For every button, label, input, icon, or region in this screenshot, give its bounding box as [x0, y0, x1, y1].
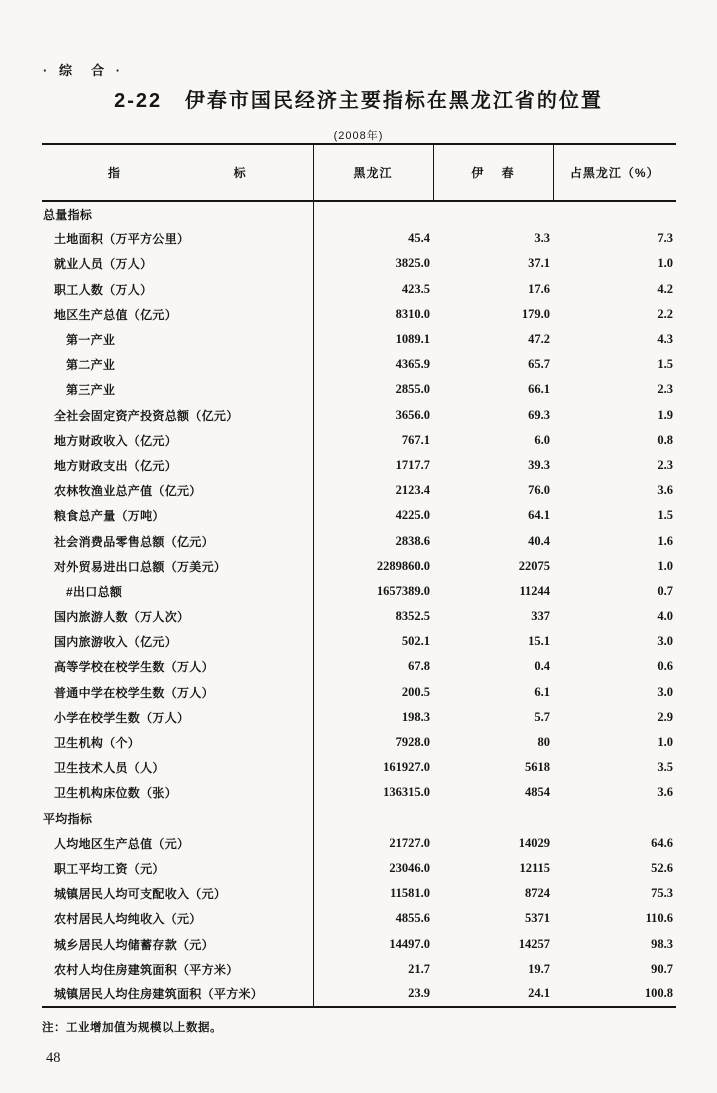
- table-row: [42, 302, 676, 327]
- table-row: [42, 906, 676, 931]
- row-label: 总量指标: [42, 201, 313, 226]
- cell-heilongjiang-value: 502.1: [401, 634, 430, 649]
- stats-table: [42, 143, 676, 1008]
- row-label: 高等学校在校学生数（万人）: [42, 654, 313, 679]
- row-label: 小学在校学生数（万人）: [42, 705, 313, 730]
- cell-heilongjiang-value: 3825.0: [395, 256, 430, 271]
- cell-heilongjiang-value: 1657389.0: [376, 583, 430, 598]
- cell-heilongjiang-value: [313, 201, 433, 226]
- cell-heilongjiang-value: 4225.0: [395, 508, 430, 523]
- cell-share-value: 2.3: [657, 382, 673, 397]
- cell-yichun-value: 14257: [518, 936, 550, 951]
- row-label: 职工平均工资（元）: [42, 856, 313, 881]
- table-row: [42, 780, 676, 805]
- cell-yichun-value: 37.1: [528, 256, 550, 271]
- row-label: 社会消费品零售总额（亿元）: [42, 528, 313, 553]
- row-label: #出口总额: [42, 579, 313, 604]
- table-row: [42, 629, 676, 654]
- table-row: [42, 680, 676, 705]
- cell-heilongjiang-value: 23.9: [408, 986, 430, 1001]
- header-yichun: 伊 春: [433, 144, 553, 201]
- row-label: 全社会固定资产投资总额（亿元）: [42, 403, 313, 428]
- cell-heilongjiang-value: 1089.1: [395, 332, 430, 347]
- table-row: [42, 881, 676, 906]
- table-row: [42, 654, 676, 679]
- cell-heilongjiang-value: 21727.0: [389, 835, 430, 850]
- cell-share-value: 7.3: [657, 231, 673, 246]
- row-label: 卫生机构床位数（张）: [42, 780, 313, 805]
- table-row: [42, 277, 676, 302]
- cell-yichun-value: 80: [537, 735, 550, 750]
- cell-yichun-value: 65.7: [528, 357, 550, 372]
- category-label: · 综 合 ·: [43, 63, 125, 78]
- cell-share-value: 1.5: [657, 508, 673, 523]
- row-label: 卫生技术人员（人）: [42, 755, 313, 780]
- cell-yichun-value: [433, 806, 553, 831]
- cell-share-value: 3.0: [657, 684, 673, 699]
- cell-share-value: 4.0: [657, 609, 673, 624]
- table-row: [42, 226, 676, 251]
- cell-share-value: 0.7: [657, 583, 673, 598]
- table-row: [42, 730, 676, 755]
- cell-share-value: 4.3: [657, 332, 673, 347]
- cell-share-value: 1.6: [657, 533, 673, 548]
- cell-heilongjiang-value: 21.7: [408, 961, 430, 976]
- row-label: 城镇居民人均住房建筑面积（平方米）: [42, 982, 313, 1007]
- cell-yichun-value: 179.0: [521, 306, 550, 321]
- table-row: [42, 705, 676, 730]
- row-label: 普通中学在校学生数（万人）: [42, 680, 313, 705]
- cell-yichun-value: 39.3: [528, 457, 550, 472]
- cell-share-value: 3.0: [657, 634, 673, 649]
- cell-yichun-value: 17.6: [528, 281, 550, 296]
- cell-share-value: [553, 806, 676, 831]
- cell-yichun-value: 8724: [525, 886, 550, 901]
- cell-heilongjiang-value: 2123.4: [395, 483, 430, 498]
- cell-share-value: 52.6: [651, 860, 673, 875]
- row-label: 就业人员（万人）: [42, 251, 313, 276]
- cell-yichun-value: 337: [531, 609, 550, 624]
- cell-yichun-value: 47.2: [528, 332, 550, 347]
- header-indicator: 指 标: [42, 144, 313, 201]
- cell-yichun-value: 6.1: [534, 684, 550, 699]
- table-row: [42, 453, 676, 478]
- table-row: [42, 377, 676, 402]
- table-row: [42, 327, 676, 352]
- header-heilongjiang: 黑龙江: [313, 144, 433, 201]
- cell-heilongjiang-value: 1717.7: [395, 457, 430, 472]
- table-row: [42, 503, 676, 528]
- cell-heilongjiang-value: 136315.0: [383, 785, 430, 800]
- cell-share-value: 3.5: [657, 760, 673, 775]
- cell-yichun-value: 0.4: [534, 659, 550, 674]
- cell-share-value: 1.9: [657, 407, 673, 422]
- row-label: 地区生产总值（亿元）: [42, 302, 313, 327]
- cell-share-value: 0.6: [657, 659, 673, 674]
- cell-heilongjiang-value: 8310.0: [395, 306, 430, 321]
- table-body: [42, 201, 676, 1007]
- row-label: 农林牧渔业总产值（亿元）: [42, 478, 313, 503]
- row-label: 卫生机构（个）: [42, 730, 313, 755]
- row-label: 国内旅游人数（万人次）: [42, 604, 313, 629]
- row-label: 城镇居民人均可支配收入（元）: [42, 881, 313, 906]
- cell-heilongjiang-value: 45.4: [408, 231, 430, 246]
- table-row: [42, 982, 676, 1007]
- cell-share-value: 0.8: [657, 432, 673, 447]
- cell-share-value: 1.0: [657, 558, 673, 573]
- cell-heilongjiang-value: 3656.0: [395, 407, 430, 422]
- footnote: 注：工业增加值为规模以上数据。: [42, 1022, 222, 1034]
- table-row: [42, 352, 676, 377]
- cell-heilongjiang-value: 200.5: [401, 684, 430, 699]
- table-row: [42, 403, 676, 428]
- cell-share-value: 1.5: [657, 357, 673, 372]
- cell-yichun-value: 5.7: [534, 709, 550, 724]
- row-label: 第一产业: [42, 327, 313, 352]
- row-label: 国内旅游收入（亿元）: [42, 629, 313, 654]
- cell-yichun-value: 12115: [519, 860, 550, 875]
- row-label: 第三产业: [42, 377, 313, 402]
- row-label: 地方财政收入（亿元）: [42, 428, 313, 453]
- header-share-of-heilongjiang: 占黑龙江（%）: [553, 144, 676, 201]
- row-label: 人均地区生产总值（元）: [42, 831, 313, 856]
- cell-yichun-value: 15.1: [528, 634, 550, 649]
- row-label: 职工人数（万人）: [42, 277, 313, 302]
- cell-heilongjiang-value: 2855.0: [395, 382, 430, 397]
- cell-share-value: 64.6: [651, 835, 673, 850]
- cell-share-value: 3.6: [657, 483, 673, 498]
- row-label: 对外贸易进出口总额（万美元）: [42, 554, 313, 579]
- cell-yichun-value: 76.0: [528, 483, 550, 498]
- row-label: 第二产业: [42, 352, 313, 377]
- cell-yichun-value: 24.1: [528, 986, 550, 1001]
- table-row: [42, 554, 676, 579]
- row-label: 粮食总产量（万吨）: [42, 503, 313, 528]
- cell-heilongjiang-value: 14497.0: [389, 936, 430, 951]
- cell-share-value: 100.8: [644, 986, 673, 1001]
- row-label: 土地面积（万平方公里）: [42, 226, 313, 251]
- cell-heilongjiang-value: 161927.0: [383, 760, 430, 775]
- page-title: 2-22 伊春市国民经济主要指标在黑龙江省的位置: [114, 90, 603, 112]
- cell-share-value: 2.2: [657, 306, 673, 321]
- cell-yichun-value: 5371: [525, 911, 550, 926]
- cell-heilongjiang-value: 4365.9: [395, 357, 430, 372]
- cell-yichun-value: 66.1: [528, 382, 550, 397]
- cell-heilongjiang-value: 23046.0: [389, 860, 430, 875]
- cell-heilongjiang-value: 8352.5: [395, 609, 430, 624]
- row-label: 平均指标: [42, 806, 313, 831]
- cell-heilongjiang-value: [313, 806, 433, 831]
- table-row: [42, 931, 676, 956]
- table-row: [42, 604, 676, 629]
- cell-yichun-value: 40.4: [528, 533, 550, 548]
- table-year-subtitle: (2008年): [333, 130, 384, 142]
- cell-yichun-value: [433, 201, 553, 226]
- table-row: [42, 528, 676, 553]
- cell-share-value: 3.6: [657, 785, 673, 800]
- cell-heilongjiang-value: 7928.0: [395, 735, 430, 750]
- table-row: [42, 831, 676, 856]
- cell-share-value: 110.6: [645, 911, 673, 926]
- row-label: 农村人均住房建筑面积（平方米）: [42, 957, 313, 982]
- cell-share-value: 1.0: [657, 735, 673, 750]
- table-row: [42, 957, 676, 982]
- cell-yichun-value: 6.0: [534, 432, 550, 447]
- page-number: 48: [46, 1050, 61, 1066]
- table-row: [42, 755, 676, 780]
- cell-heilongjiang-value: 11581.0: [390, 886, 430, 901]
- cell-yichun-value: 14029: [518, 835, 550, 850]
- row-label: 地方财政支出（亿元）: [42, 453, 313, 478]
- cell-share-value: 98.3: [651, 936, 673, 951]
- table-row: [42, 201, 676, 226]
- cell-heilongjiang-value: 2289860.0: [376, 558, 430, 573]
- cell-heilongjiang-value: 198.3: [401, 709, 430, 724]
- row-label: 城乡居民人均储蓄存款（元）: [42, 931, 313, 956]
- table-row: [42, 579, 676, 604]
- cell-share-value: 2.3: [657, 457, 673, 472]
- table-row: [42, 478, 676, 503]
- cell-yichun-value: 4854: [525, 785, 550, 800]
- cell-yichun-value: 64.1: [528, 508, 550, 523]
- cell-share-value: 2.9: [657, 709, 673, 724]
- cell-share-value: [553, 201, 676, 226]
- cell-share-value: 4.2: [657, 281, 673, 296]
- table-row: [42, 856, 676, 881]
- table-row: [42, 251, 676, 276]
- cell-heilongjiang-value: 67.8: [408, 659, 430, 674]
- cell-yichun-value: 11244: [519, 583, 550, 598]
- cell-yichun-value: 3.3: [534, 231, 550, 246]
- cell-heilongjiang-value: 767.1: [401, 432, 430, 447]
- cell-share-value: 1.0: [657, 256, 673, 271]
- cell-heilongjiang-value: 2838.6: [395, 533, 430, 548]
- cell-share-value: 75.3: [651, 886, 673, 901]
- table-row: [42, 806, 676, 831]
- cell-yichun-value: 22075: [518, 558, 550, 573]
- cell-heilongjiang-value: 423.5: [401, 281, 430, 296]
- cell-yichun-value: 5618: [525, 760, 550, 775]
- table-row: [42, 428, 676, 453]
- cell-yichun-value: 69.3: [528, 407, 550, 422]
- table-header-row: [42, 144, 676, 201]
- cell-heilongjiang-value: 4855.6: [395, 911, 430, 926]
- cell-yichun-value: 19.7: [528, 961, 550, 976]
- row-label: 农村居民人均纯收入（元）: [42, 906, 313, 931]
- cell-share-value: 90.7: [651, 961, 673, 976]
